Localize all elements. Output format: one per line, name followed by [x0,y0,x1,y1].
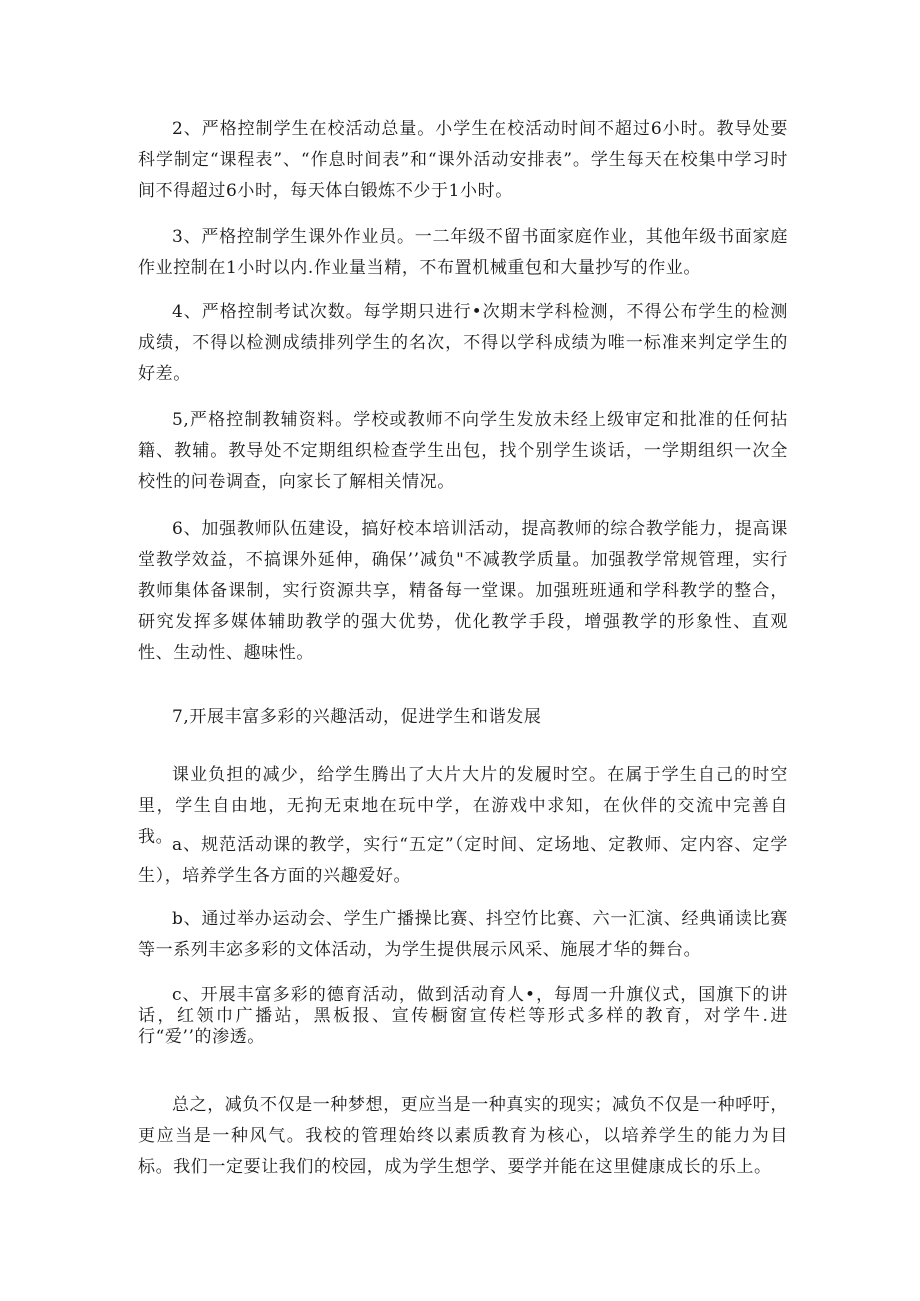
paragraph-c-moral-education: c、开展丰富多彩的德育活动，做到活动育人•，每周一升旗仪式，国旗下的讲话，红领巾广播站，黑板报、宣传橱窗宣传栏等形式多样的教育，对学牛.进行“爱’’的渗透。 [138,985,788,1047]
paragraph-6-teachers: 6、加强教师队伍建设，搞好校本培训活动，提高教师的综合教学能力，提高课堂教学效益，不搞课外延伸，确保’’减负"不减教学质量。加强教学常规管理，实行教师集体备课制，实行资源共享，精备每一堂课。加强班班通和学科教学的整合，研究发挥多媒体辅助教学的强大优势，优化教学手段，增强教学的形象性、直观性、生动性、趣味性。 [138,519,788,663]
paragraph-7-heading: 7,开展丰富多彩的兴趣活动，促进学生和谐发展 [172,707,542,727]
paragraph-a-activity-class: a、规范活动课的教学，实行“五定”（定时间、定场地、定教师、定内容、定学生），培养学生各方面的兴趣爱好。 [138,835,788,886]
paragraph-b-events: b、通过举办运动会、学生广播操比赛、抖空竹比赛、六一汇演、经典诵读比赛等一系列丰宓多彩的文体活动，为学生提供展示风采、施展才华的舞台。 [138,909,788,960]
paragraph-free-time: 课业负担的减少，给学生腾出了大片大片的发履时空。在属于学生自己的时空里，学生自由地，无拘无束地在玩中学，在游戏中求知，在伙伴的交流中完善自我。 [138,765,788,847]
paragraph-2-activity-total: 2、严格控制学生在校活动总量。小学生在校活动时间不超过6小时。教导处要科学制定“课程表”、“作息时间表”和“课外活动安排表”。学生每天在校集中学习时间不得超过6小时，每天体白锻炼不少于1小时。 [138,119,788,201]
paragraph-4-exams: 4、严格控制考试次数。每学期只进行•次期末学科检测，不得公布学生的检测成绩，不得以检测成绩排列学生的名次，不得以学科成绩为唯一标准来判定学生的好差。 [138,302,788,384]
paragraph-5-materials: 5,严格控制教辅资料。学校或教师不向学生发放未经上级审定和批准的任何拈籍、教辅。教导处不定期组织检查学生出包，找个别学生谈话，一学期组织一次全校性的问卷调查，向家长了解相关情况。 [138,410,788,492]
paragraph-conclusion: 总之，减负不仅是一种梦想，更应当是一种真实的现实；减负不仅是一种呼吁，更应当是一种风气。我校的管理始终以素质教育为核心，以培养学生的能力为目标。我们一定要让我们的校园，成为学生想学、要学并能在这里健康成长的乐上。 [138,1095,788,1177]
paragraph-3-homework: 3、严格控制学生课外作业员。一二年级不留书面家庭作业，其他年级书面家庭作业控制在1小时以内.作业量当精，不布置机械重包和大量抄写的作业。 [138,227,788,278]
